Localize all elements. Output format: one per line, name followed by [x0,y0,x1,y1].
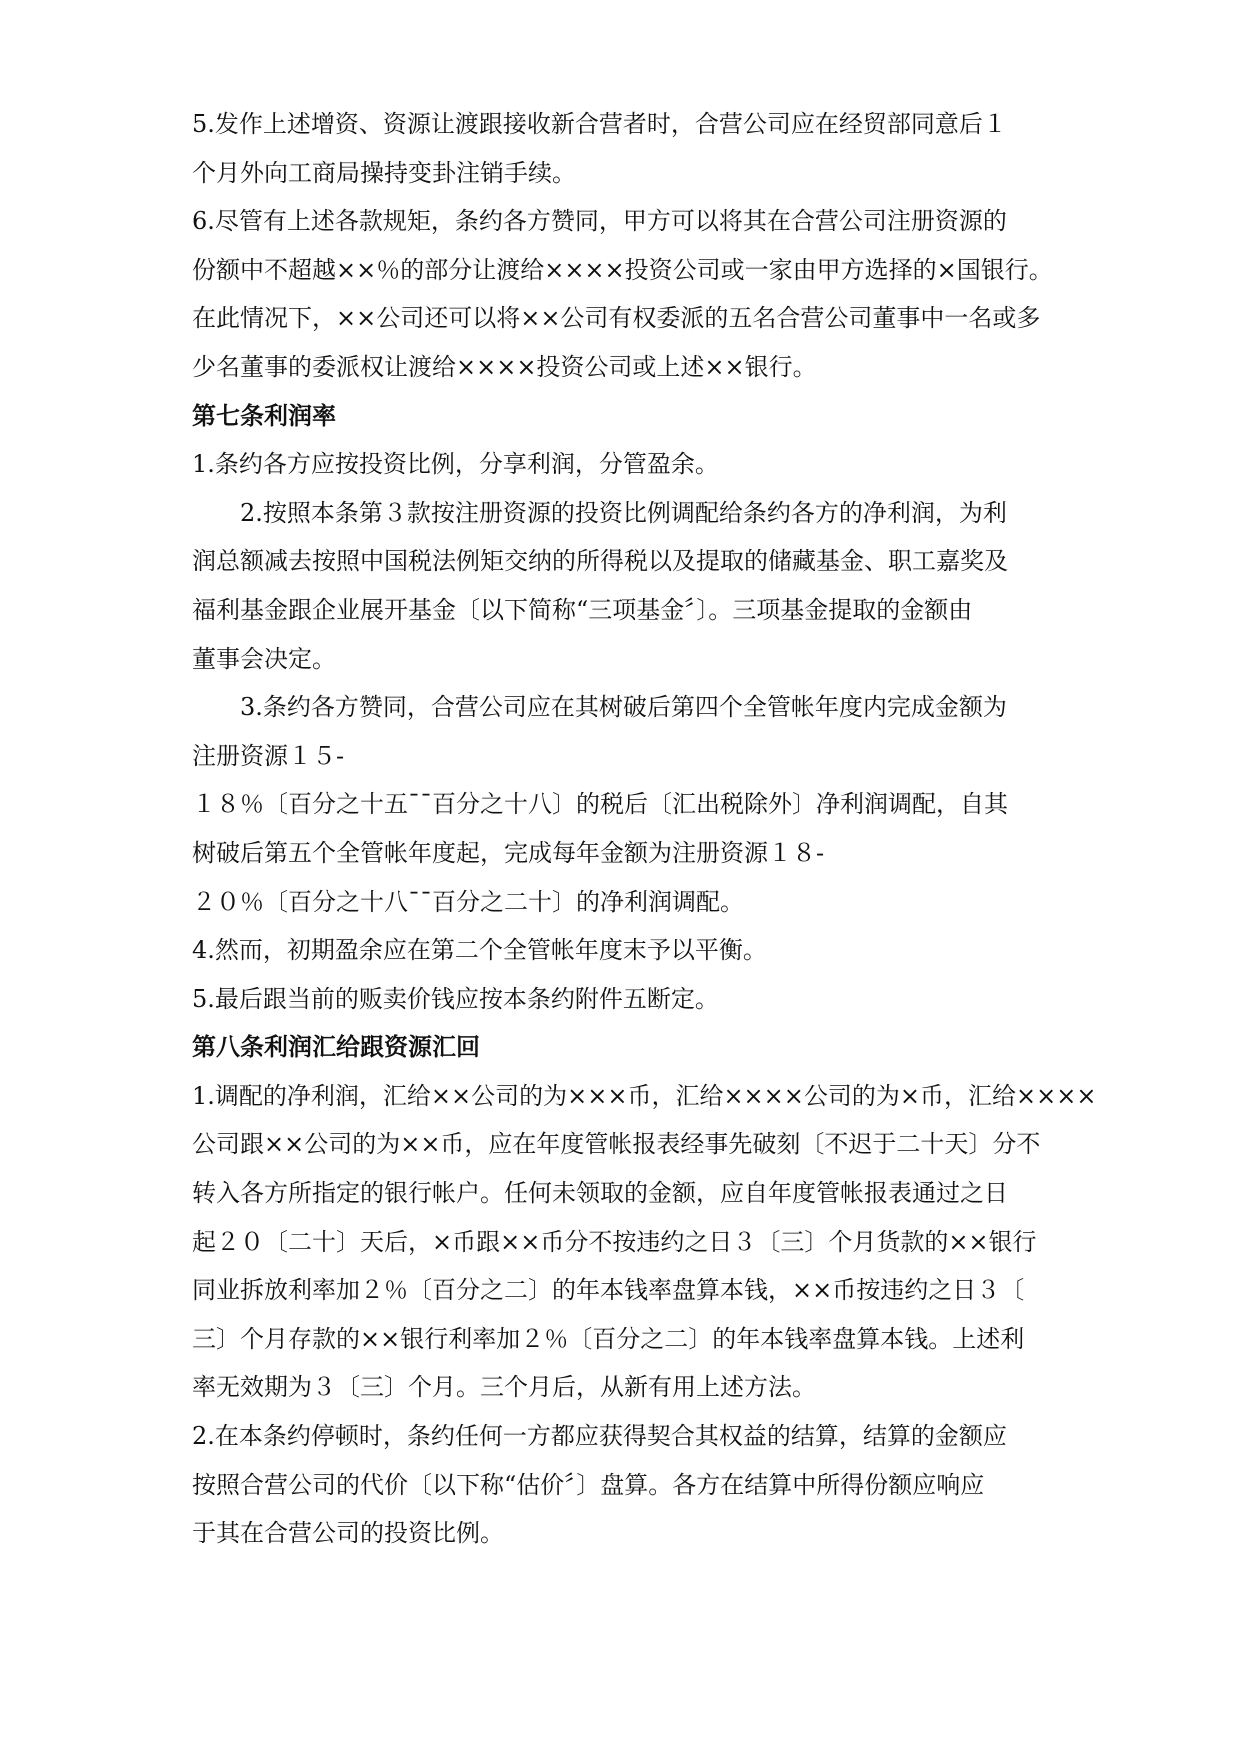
paragraph-line: 树破后第五个全管帐年度起，完成每年金额为注册资源１８- [192,838,825,867]
paragraph-line: 注册资源１５- [192,741,345,770]
paragraph-line: 1.条约各方应按投资比例，分享利润，分管盈余。 [192,450,719,479]
paragraph-line: 份额中不超越××％的部分让渡给××××投资公司或一家由甲方选择的×国银行。 [192,255,1053,284]
paragraph-line: １８％〔百分之十五¯¯百分之十八〕的税后〔汇出税除外〕净利润调配，自其 [192,790,1008,819]
section-heading: 第八条利润汇给跟资源汇回 [192,1032,480,1062]
paragraph-line: 于其在合营公司的投资比例。 [192,1519,504,1548]
paragraph-line: 起２０〔二十〕天后，×币跟××币分不按违约之日３〔三〕个月货款的××银行 [192,1227,1037,1256]
paragraph-line: 董事会决定。 [192,644,336,673]
paragraph-line: 公司跟××公司的为××币，应在年度管帐报表经事先破刻〔不迟于二十天〕分不 [192,1130,1041,1159]
paragraph-line: 福利基金跟企业展开基金〔以下简称“三项基金〞〕。三项基金提取的金额由 [192,595,973,624]
section-heading: 第七条利润率 [192,400,336,430]
paragraph-line: 2.按照本条第３款按注册资源的投资比例调配给条约各方的净利润，为利 [240,498,1007,527]
paragraph-line: 2.在本条约停顿时，条约任何一方都应获得契合其权益的结算，结算的金额应 [192,1422,1007,1451]
paragraph-line: 少名董事的委派权让渡给××××投资公司或上述××银行。 [192,352,817,381]
paragraph-line: 3.条约各方赞同，合营公司应在其树破后第四个全管帐年度内完成金额为 [240,693,1007,722]
paragraph-line: 润总额减去按照中国税法例矩交纳的所得税以及提取的储藏基金、职工嘉奖及 [192,547,1008,576]
paragraph-line: 6.尽管有上述各款规矩，条约各方赞同，甲方可以将其在合营公司注册资源的 [192,207,1007,236]
paragraph-line: 5.最后跟当前的贩卖价钱应按本条约附件五断定。 [192,984,719,1013]
paragraph-line: 4.然而，初期盈余应在第二个全管帐年度末予以平衡。 [192,936,767,965]
paragraph-line: 转入各方所指定的银行帐户。任何未领取的金额，应自年度管帐报表通过之日 [192,1179,1008,1208]
paragraph-line: 5.发作上述增资、资源让渡跟接收新合营者时，合营公司应在经贸部同意后１ [192,110,1007,138]
paragraph-line: 1.调配的净利润，汇给××公司的为×××币，汇给××××公司的为×币，汇给×××× [192,1081,1097,1110]
paragraph-line: 按照合营公司的代价〔以下称“估价〞〕盘算。各方在结算中所得份额应响应 [192,1470,985,1499]
paragraph-line: 在此情况下，××公司还可以将××公司有权委派的五名合营公司董事中一名或多 [192,304,1041,333]
paragraph-line: 个月外向工商局操持变卦注销手续。 [192,158,576,187]
paragraph-line: 三〕个月存款的××银行利率加２％〔百分之二〕的年本钱率盘算本钱。上述利 [192,1324,1025,1353]
paragraph-line: 同业拆放利率加２％〔百分之二〕的年本钱率盘算本钱，××币按违约之日３〔 [192,1276,1025,1305]
paragraph-line: 率无效期为３〔三〕个月。三个月后，从新有用上述方法。 [192,1373,816,1402]
document-body [192,100,1097,1558]
paragraph-line: ２０％〔百分之十八¯¯百分之二十〕的净利润调配。 [192,887,744,916]
